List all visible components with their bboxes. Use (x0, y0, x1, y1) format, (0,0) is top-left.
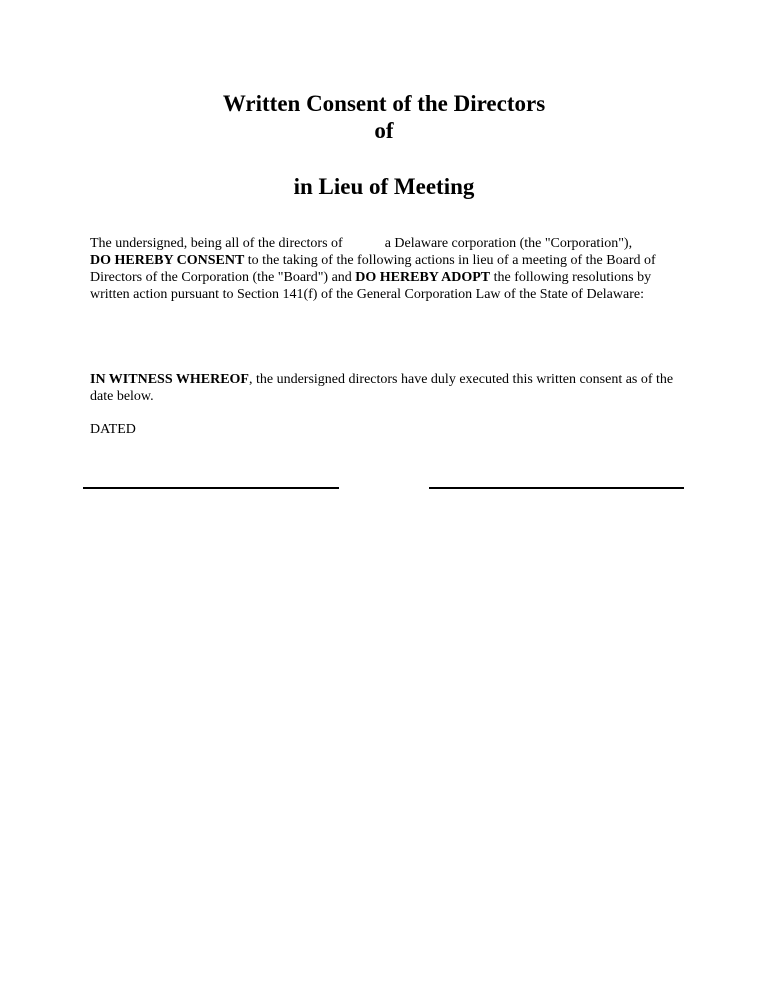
dated-label: DATED (90, 422, 136, 437)
document-subtitle: in Lieu of Meeting (293, 174, 475, 199)
in-witness-whereof: IN WITNESS WHEREOF (90, 372, 249, 387)
consent-text-1: The undersigned, being all of the directors of (90, 236, 343, 251)
consent-text-4: the following resolutions by written action pursuant to Section 141(f) of the General Corporation Law of the State of Delaware: (90, 270, 652, 302)
document-title: Written Consent of the Directors (222, 91, 546, 116)
consent-paragraph (90, 235, 690, 303)
signature-line-right (429, 487, 684, 489)
consent-text-3: to the taking of the following actions in lieu of a meeting of the Board of Directors of the Corporation (the "Board") and (90, 253, 656, 285)
do-hereby-consent: DO HEREBY CONSENT (90, 253, 245, 268)
witness-paragraph (90, 371, 690, 405)
document-title-of: of (374, 118, 394, 143)
consent-text-2: a Delaware corporation (the "Corporation"), (384, 236, 633, 251)
witness-text: , the undersigned directors have duly executed this written consent as of the date below. (90, 372, 674, 404)
signature-line-left (83, 487, 339, 489)
do-hereby-adopt: DO HEREBY ADOPT (355, 270, 491, 285)
